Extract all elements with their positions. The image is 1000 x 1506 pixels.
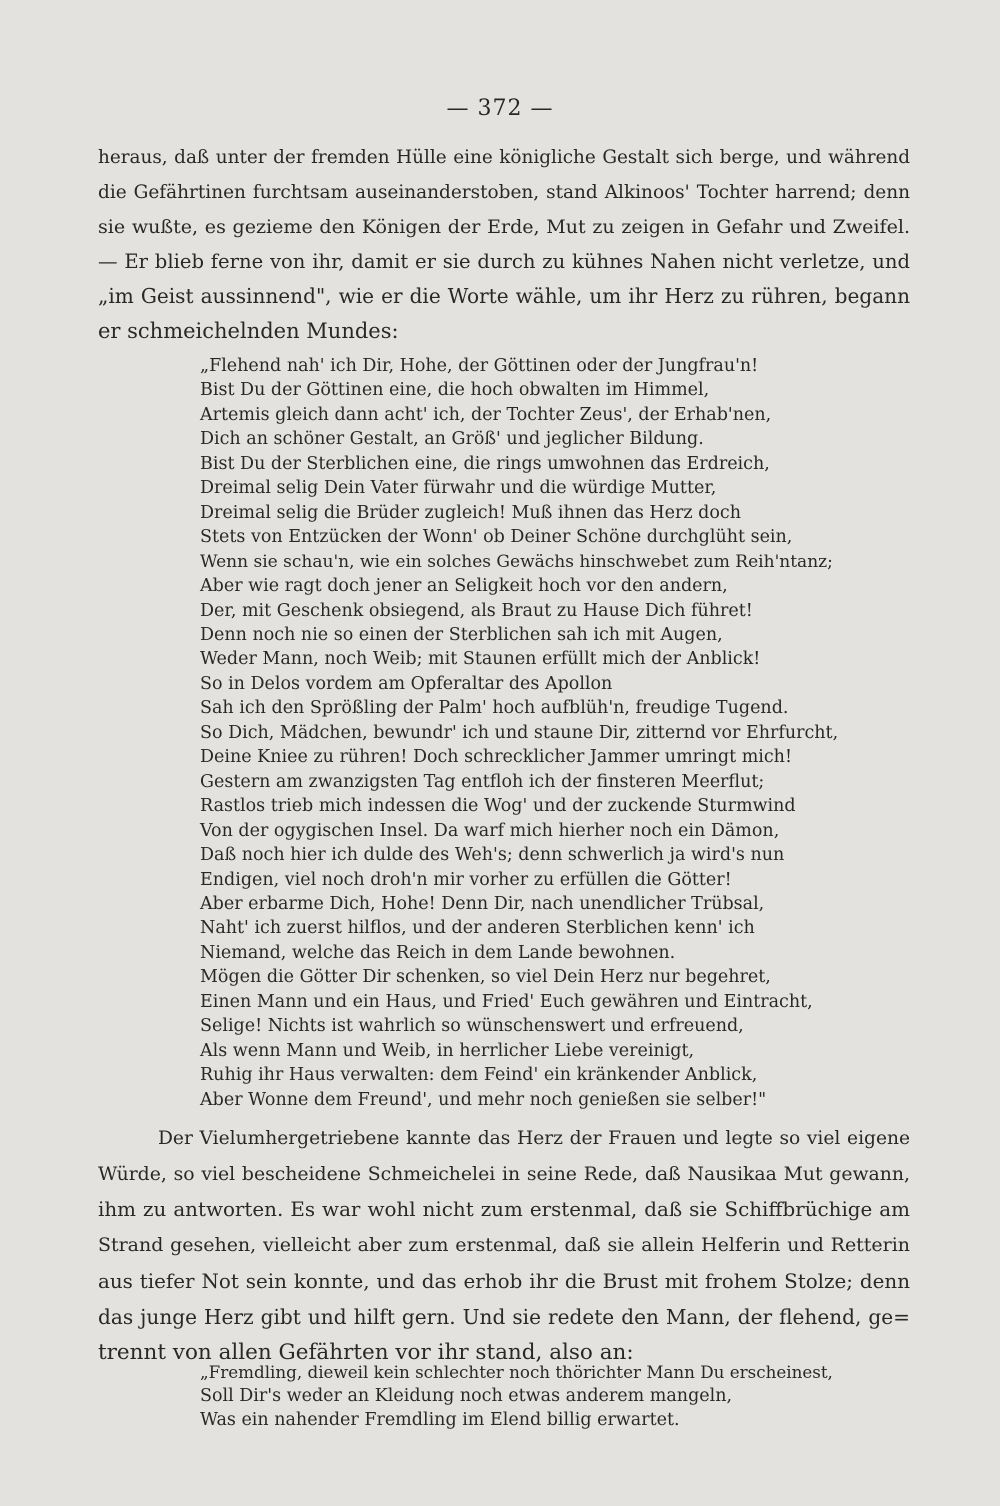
verse-line: Sah ich den Sprößling der Palm' hoch aufblüh'n, freudige Tugend. xyxy=(200,698,789,719)
verse-line: Einen Mann und ein Haus, und Fried' Euch gewähren und Eintracht, xyxy=(200,991,813,1012)
verse-line: Dich an schöner Gestalt, an Größ' und jeglicher Bildung. xyxy=(200,429,704,450)
prose-line: ihm zu antworten. Es war wohl nicht zum erstenmal, daß sie Schiffbrüchige am xyxy=(98,1198,910,1222)
verse-block-1 xyxy=(200,354,840,1112)
verse-line: Der, mit Geschenk obsiegend, als Braut zu Hause Dich führet! xyxy=(200,600,753,621)
prose-line: heraus, daß unter der fremden Hülle eine königliche Gestalt sich berge, und während xyxy=(98,147,910,168)
prose-line: Strand gesehen, vielleicht aber zum erstenmal, daß sie allein Helferin und Retterin xyxy=(98,1234,910,1257)
prose-line: trennt von allen Gefährten vor ihr stand, also an: xyxy=(98,1340,634,1366)
verse-line: Denn noch nie so einen der Sterblichen sah ich mit Augen, xyxy=(200,624,723,645)
verse-line: Endigen, viel noch droh'n mir vorher zu erfüllen die Götter! xyxy=(200,869,732,890)
verse-line: Bist Du der Sterblichen eine, die rings umwohnen das Erdreich, xyxy=(200,453,770,474)
verse-line: So Dich, Mädchen, bewundr' ich und staune Dir, zitternd vor Ehrfurcht, xyxy=(200,722,839,743)
prose-line: Der Vielumhergetriebene kannte das Herz der Frauen und legte so viel eigene xyxy=(158,1128,910,1149)
verse-line: Selige! Nichts ist wahrlich so wünschenswert und erfreuend, xyxy=(200,1016,744,1037)
verse-line: Ruhig ihr Haus verwalten: dem Feind' ein kränkender Anblick, xyxy=(200,1065,758,1086)
prose-line: die Gefährtinen furchtsam auseinanderstoben, stand Alkinoos' Tochter harrend; denn xyxy=(98,181,910,203)
verse-line: So in Delos vordem am Opferaltar des Apollon xyxy=(200,673,613,694)
verse-line: Soll Dir's weder an Kleidung noch etwas anderem mangeln, xyxy=(200,1386,733,1407)
verse-line: Wenn sie schau'n, wie ein solches Gewächs hinschwebet zum Reih'ntanz; xyxy=(200,551,833,572)
verse-line: Als wenn Mann und Weib, in herrlicher Liebe vereinigt, xyxy=(200,1040,695,1061)
prose-paragraph-1 xyxy=(98,141,910,348)
page-number: — 372 — xyxy=(446,96,554,121)
verse-line: Gestern am zwanzigsten Tag entfloh ich der finsteren Meerflut; xyxy=(200,771,765,792)
verse-line: Rastlos trieb mich indessen die Wog' und der zuckende Sturmwind xyxy=(200,796,796,817)
prose-line: Würde, so viel bescheidene Schmeichelei in seine Rede, daß Nausikaa Mut gewann, xyxy=(98,1163,910,1185)
prose-line: — Er blieb ferne von ihr, damit er sie durch zu kühnes Nahen nicht verletze, und xyxy=(98,249,910,273)
verse-line: Mögen die Götter Dir schenken, so viel Dein Herz nur begehret, xyxy=(200,967,771,988)
verse-line: Naht' ich zuerst hilflos, und der anderen Sterblichen kenn' ich xyxy=(200,918,755,939)
verse-block-2 xyxy=(200,1360,840,1433)
verse-line: Von der ogygischen Insel. Da warf mich hierher noch ein Dämon, xyxy=(200,820,780,841)
verse-line: Aber erbarme Dich, Hohe! Denn Dir, nach unendlicher Trübsal, xyxy=(200,893,765,914)
verse-line: Daß noch hier ich dulde des Weh's; denn schwerlich ja wird's nun xyxy=(200,845,785,866)
verse-line: Aber wie ragt doch jener an Seligkeit hoch vor den andern, xyxy=(200,576,728,597)
prose-line: sie wußte, es gezieme den Königen der Erde, Mut zu zeigen in Gefahr und Zweifel. xyxy=(98,216,910,238)
prose-line: er schmeichelnden Mundes: xyxy=(98,318,399,343)
verse-line: „Fremdling, dieweil kein schlechter noch thörichter Mann Du erscheinest, xyxy=(200,1362,833,1382)
verse-line: Aber Wonne dem Freund', und mehr noch genießen sie selber!" xyxy=(200,1089,767,1110)
verse-line: „Flehend nah' ich Dir, Hohe, der Göttinen oder der Jungfrau'n! xyxy=(200,356,759,376)
prose-line: „im Geist aussinnend", wie er die Worte wähle, um ihr Herz zu rühren, begann xyxy=(98,284,910,308)
verse-line: Deine Kniee zu rühren! Doch schrecklicher Jammer umringt mich! xyxy=(200,747,792,768)
verse-line: Dreimal selig Dein Vater fürwahr und die würdige Mutter, xyxy=(200,478,717,499)
verse-line: Weder Mann, noch Weib; mit Staunen erfüllt mich der Anblick! xyxy=(200,649,761,670)
verse-line: Was ein nahender Fremdling im Elend billig erwartet. xyxy=(200,1410,680,1431)
prose-line: das junge Herz gibt und hilft gern. Und sie redete den Mann, der flehend, ge= xyxy=(98,1304,910,1329)
prose-line: aus tiefer Not sein konnte, und das erhob ihr die Brust mit frohem Stolze; denn xyxy=(98,1269,910,1293)
verse-line: Stets von Entzücken der Wonn' ob Deiner Schöne durchglüht sein, xyxy=(200,527,793,548)
verse-line: Dreimal selig die Brüder zugleich! Muß ihnen das Herz doch xyxy=(200,502,741,523)
verse-line: Bist Du der Göttinen eine, die hoch obwalten im Himmel, xyxy=(200,380,710,401)
prose-paragraph-2 xyxy=(98,1121,910,1371)
verse-line: Niemand, welche das Reich in dem Lande bewohnen. xyxy=(200,942,676,963)
verse-line: Artemis gleich dann acht' ich, der Tochter Zeus', der Erhab'nen, xyxy=(200,404,772,425)
